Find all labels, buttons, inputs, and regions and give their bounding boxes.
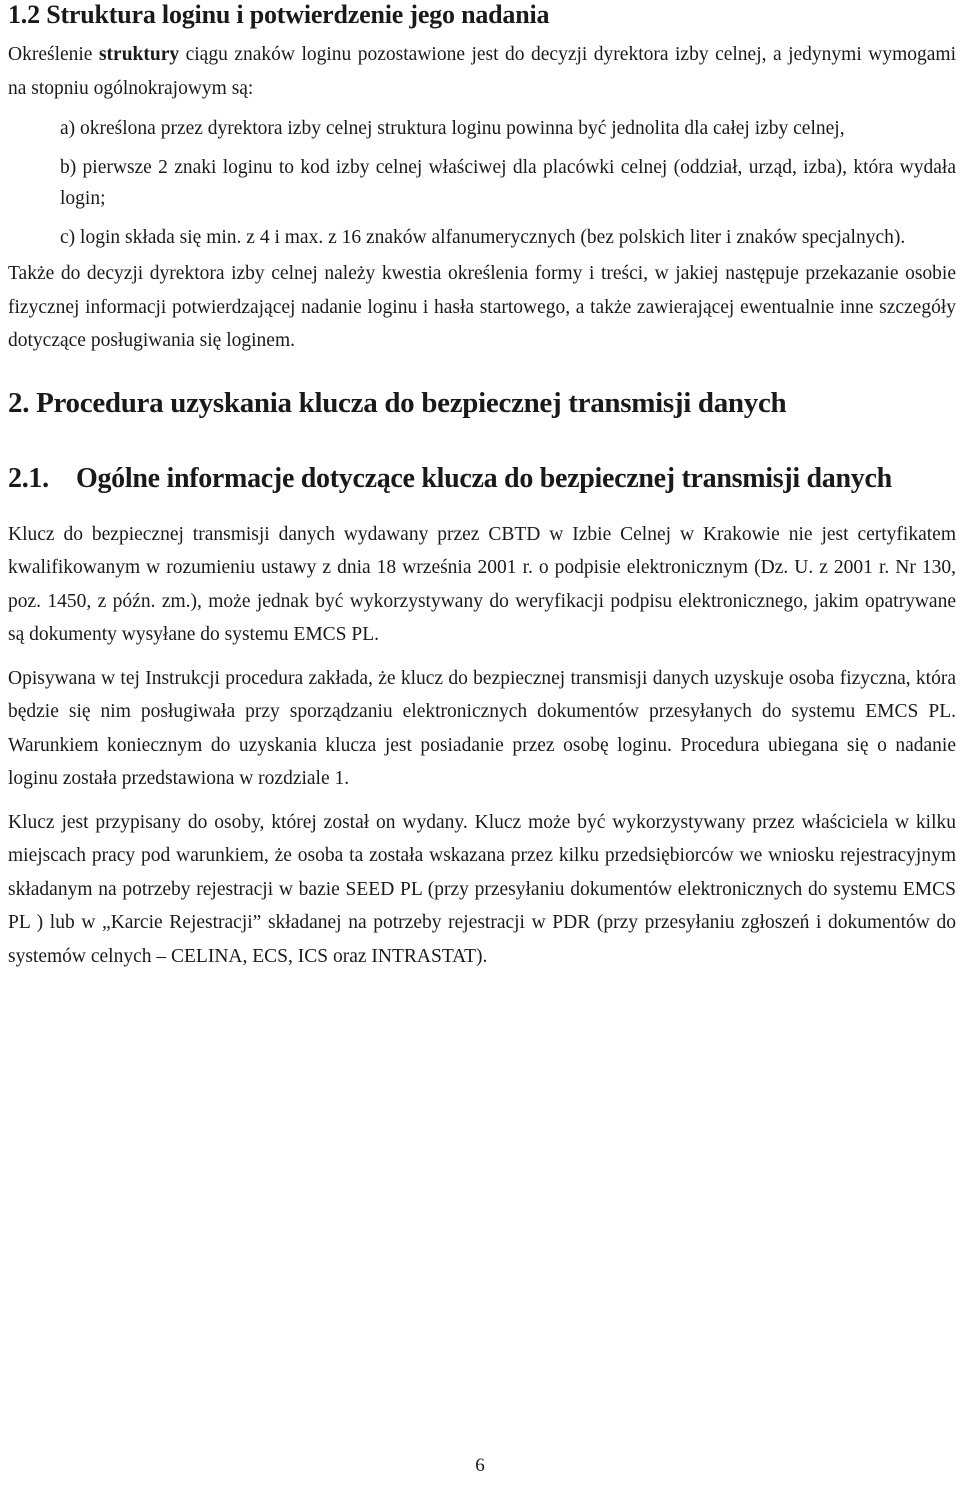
section-1-2-heading: 1.2 Struktura loginu i potwierdzenie jego nadania — [8, 0, 550, 29]
intro-text-start: Określenie — [8, 44, 99, 65]
list-item: a) określona przez dyrektora izby celnej struktura loginu powinna być jednolita dla całej izby celnej, — [60, 118, 845, 139]
section-1-2-paragraph: Także do decyzji dyrektora izby celnej należy kwestia określenia formy i treści, w jakiej następuje przekazanie osobie fizycznej informacji potwierdzającej nadanie loginu i hasła startowego, a także zawierającej ewentualnie inne szczegóły dotyczące posługiwania się loginem. — [8, 263, 956, 351]
intro-text-end: ciągu znaków loginu pozostawione jest do decyzji dyrektora izby celnej, a jedynymi wymogami na stopniu ogólnokrajowym są: — [8, 44, 956, 99]
section-2-1-heading — [8, 462, 956, 496]
list-item: b) pierwsze 2 znaki loginu to kod izby celnej właściwej dla placówki celnej (oddział, urząd, izba), która wydała login; — [60, 157, 956, 209]
list-item: c) login składa się min. z 4 i max. z 16 znaków alfanumerycznych (bez polskich liter i znaków specjalnych). — [60, 227, 906, 248]
page-number: 6 — [475, 1455, 485, 1476]
intro-bold-word: struktury — [98, 44, 180, 65]
document-page — [8, 0, 956, 973]
paragraph: Klucz jest przypisany do osoby, której został on wydany. Klucz może być wykorzystywany przez właściciela w kilku miejscach pracy pod warunkiem, że osoba ta została wskazana przez kilku przedsiębiorców we wniosku rejestracyjnym składanym na potrzeby rejestracji w bazie SEED PL (przy przesyłaniu dokumentów elektronicznych do systemu EMCS PL ) lub w „Karcie Rejestracji” składanej na potrzeby rejestracji w PDR (przy przesyłaniu zgłoszeń i dokumentów do systemów celnych – CELINA, ECS, ICS oraz INTRASTAT). — [8, 811, 956, 967]
paragraph: Klucz do bezpiecznej transmisji danych wydawany przez CBTD w Izbie Celnej w Krakowie nie jest certyfikatem kwalifikowanym w rozumieniu ustawy z dnia 18 września 2001 r. o podpisie elektronicznym (Dz. U. z 2001 r. Nr 130, poz. 1450, z późn. zm.), może jednak być wykorzystywany do weryfikacji podpisu elektronicznego, jakim opatrywane są dokumenty wysyłane do systemu EMCS PL. — [8, 523, 956, 645]
section-1-2-intro — [8, 38, 956, 105]
paragraph: Opisywana w tej Instrukcji procedura zakłada, że klucz do bezpiecznej transmisji danych uzyskuje osoba fizyczna, która będzie się nim posługiwała przy sporządzaniu elektronicznych dokumentów przesyłanych do systemu EMCS PL. Warunkiem koniecznym do uzyskania klucza jest posiadanie przez osobę loginu. Procedura ubiegana się o nadanie loginu została przedstawiona w rozdziale 1. — [8, 667, 956, 789]
section-2-1-number: 2.1. — [8, 462, 49, 494]
section-2-1-title: Ogólne informacje dotyczące klucza do bezpiecznej transmisji danych — [76, 462, 892, 494]
section-2-heading: 2. Procedura uzyskania klucza do bezpiecznej transmisji danych — [8, 386, 787, 419]
requirements-list — [60, 113, 956, 253]
